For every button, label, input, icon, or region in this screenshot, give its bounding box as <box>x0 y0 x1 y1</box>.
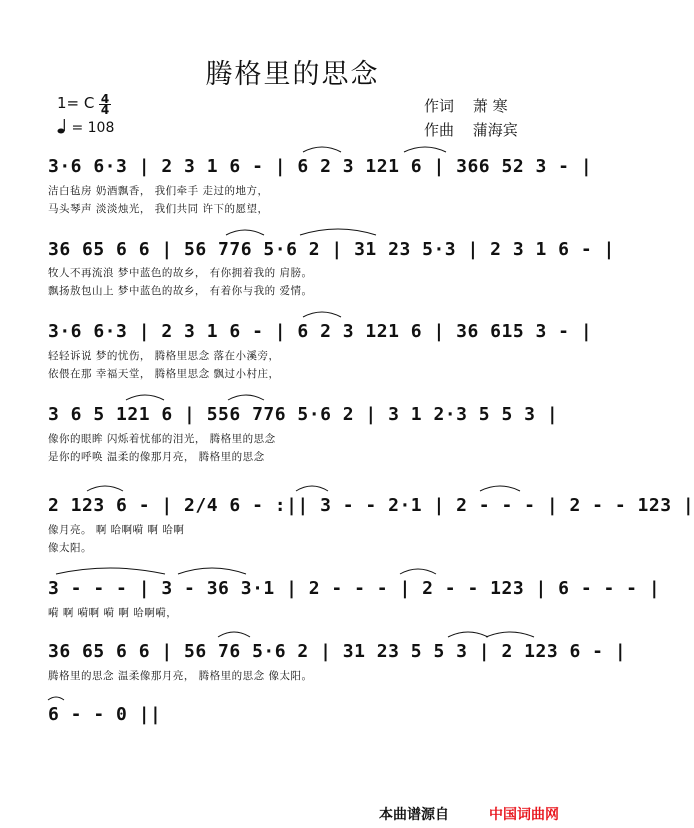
key-signature: 1= C <box>57 94 95 112</box>
lyric-row-1-verse-2: 马头琴声 淡淡烛光， 我们共同 许下的愿望， <box>48 203 269 215</box>
lyric-row-5-verse-2: 像太阳。 <box>48 542 92 554</box>
slur-mark <box>400 569 436 574</box>
lyric-row-3-verse-2: 依偎在那 幸福天堂， 腾格里思念 飘过小村庄， <box>48 368 280 380</box>
slur-mark <box>296 486 328 491</box>
lyric-row-4-verse-2: 是你的呼唤 温柔的像那月亮， 腾格里的思念 <box>48 451 265 463</box>
lyric-row-2-verse-1: 牧人不再流浪 梦中蓝色的故乡， 有你拥着我的 肩膀。 <box>48 267 313 279</box>
composer-name: 蒲海宾 <box>472 121 518 139</box>
source-site-link[interactable]: 中国词曲网 <box>489 807 559 823</box>
slur-mark <box>48 697 64 700</box>
slur-mark <box>228 395 264 400</box>
lyric-row-5-verse-1: 像月亮。 啊 哈啊嗬 啊 哈啊 <box>48 524 185 536</box>
slur-mark <box>56 568 165 574</box>
lyric-row-6: 嗬 啊 嗬啊 嗬 啊 哈啊嗬， <box>48 607 178 619</box>
slur-mark <box>303 312 341 317</box>
song-title: 腾格里的思念 <box>205 59 380 90</box>
lyricist-label: 作词 <box>424 97 455 115</box>
time-signature-top: 4 <box>100 92 110 106</box>
slur-mark <box>404 147 446 152</box>
lyricist-name: 萧 寒 <box>472 97 508 115</box>
slur-mark <box>448 632 488 637</box>
lyric-row-4-verse-1: 像你的眼眸 闪烁着忧郁的泪光， 腾格里的思念 <box>48 433 276 445</box>
time-signature-bottom: 4 <box>100 103 110 117</box>
score-row-3: 3·6 6·3 | 2 3 1 6 - | 6 2 3 121 6 | 36 615 3 - | <box>48 321 593 342</box>
score-row-8: 6 - - 0 || <box>48 704 162 725</box>
tempo-value: = 108 <box>71 120 115 136</box>
score-row-5: 2 123 6 - | 2/4 6 - :|| 3 - - 2·1 | 2 - - - | 2 - - 123 | <box>48 495 694 516</box>
slur-mark <box>300 229 376 235</box>
slur-mark <box>218 632 250 637</box>
slur-mark <box>126 395 164 400</box>
source-label: 本曲谱源自 <box>379 807 449 823</box>
score-row-4: 3 6 5 121 6 | 556 776 5·6 2 | 3 1 2·3 5 5 3 | <box>48 404 559 425</box>
slur-mark <box>226 230 264 235</box>
composer-label: 作曲 <box>424 121 455 139</box>
slur-mark <box>303 147 341 152</box>
slur-mark <box>480 486 520 491</box>
score-row-1: 3·6 6·3 | 2 3 1 6 - | 6 2 3 121 6 | 366 52 3 - | <box>48 156 593 177</box>
score-row-6: 3 - - - | 3 - 36 3·1 | 2 - - - | 2 - - 123 | 6 - - - | <box>48 578 661 599</box>
lyric-row-1-verse-1: 洁白毡房 奶酒飘香， 我们牵手 走过的地方， <box>48 185 269 197</box>
lyric-row-7: 腾格里的思念 温柔像那月亮， 腾格里的思念 像太阳。 <box>48 670 313 682</box>
slur-mark <box>87 486 123 491</box>
score-row-7: 36 65 6 6 | 56 76 5·6 2 | 31 23 5 5 3 | 2 123 6 - | <box>48 641 627 662</box>
slur-mark <box>486 632 534 637</box>
score-row-2: 36 65 6 6 | 56 776 5·6 2 | 31 23 5·3 | 2 3 1 6 - | <box>48 239 615 260</box>
slur-mark <box>178 568 246 574</box>
lyric-row-3-verse-1: 轻轻诉说 梦的忧伤， 腾格里思念 落在小溪旁， <box>48 350 280 362</box>
lyric-row-2-verse-2: 飘扬敖包山上 梦中蓝色的故乡， 有着你与我的 爱情。 <box>48 285 313 297</box>
